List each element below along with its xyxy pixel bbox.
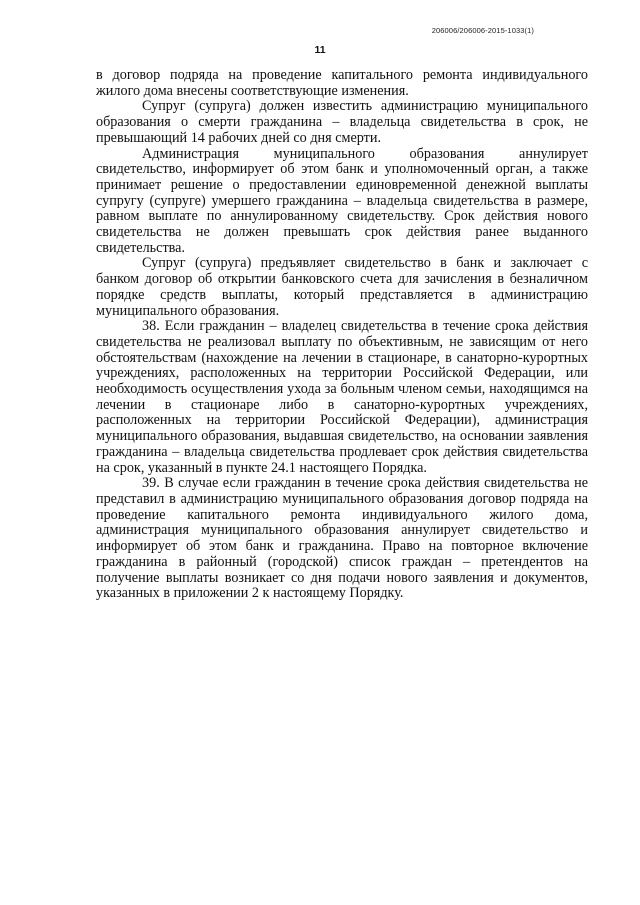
paragraph-clause-39: 39. В случае если гражданин в течение срока действия свидетельства не представил в администрацию муниципального образования договор подряда на проведение капитального ремонта индивидуального жилого дома, администрация муниципального образования аннулирует свидетельство и информирует об этом банк и гражданина. Право на повторное включение гражданина в районный (городской) список граждан – претендентов на получение выплаты возникает со дня подачи нового заявления и документов, указанных в приложении 2 к настоящему Порядку.: [96, 475, 588, 602]
paragraph-administration-annul: Администрация муниципального образования аннулирует свидетельство, информирует об этом банк и уполномоченный орган, а также принимает решение о предоставлении единовременной денежной выплаты супругу (супруге) умершего гражданина – владельца свидетельства в размере, равном выплате по аннулированному свидетельству. Срок действия нового свидетельства не должен превышать срок действия ранее выданного свидетельства.: [96, 145, 588, 256]
paragraph-spouse-notify: Супруг (супруга) должен известить администрацию муниципального образования о смерти гражданина – владельца свидетельства в срок, не превышающий 14 рабочих дней со дня смерти.: [96, 98, 588, 146]
paragraph-clause-38: 38. Если гражданин – владелец свидетельства в течение срока действия свидетельства не реализовал выплату по объективным, не зависящим от него обстоятельствам (нахождение на лечении в стационаре, в санаторно-курортных учреждениях, расположенных на территории Российской Федерации, или необходимость осуществления ухода за больным членом семьи, находящимся на лечении в стационаре либо в санаторно-курортных учреждениях, расположенных на территории Российской Федерации), администрация муниципального образования, выдавшая свидетельство, на основании заявления гражданина – владельца свидетельства продлевает срок действия свидетельства на срок, указанный в пункте 24.1 настоящего Порядка.: [96, 318, 588, 476]
document-body: [96, 68, 588, 602]
page-number: 11: [314, 44, 326, 56]
paragraph-spouse-bank: Супруг (супруга) предъявляет свидетельство в банк и заключает с банком договор об открытии банковского счета для зачисления в безналичном порядке средств выплаты, который представляется в администрацию муниципального образования.: [96, 255, 588, 319]
document-id: 206006/206006-2015-1033(1): [431, 26, 534, 35]
paragraph-continuation: в договор подряда на проведение капитального ремонта индивидуального жилого дома внесены соответствующие изменения.: [96, 67, 588, 99]
